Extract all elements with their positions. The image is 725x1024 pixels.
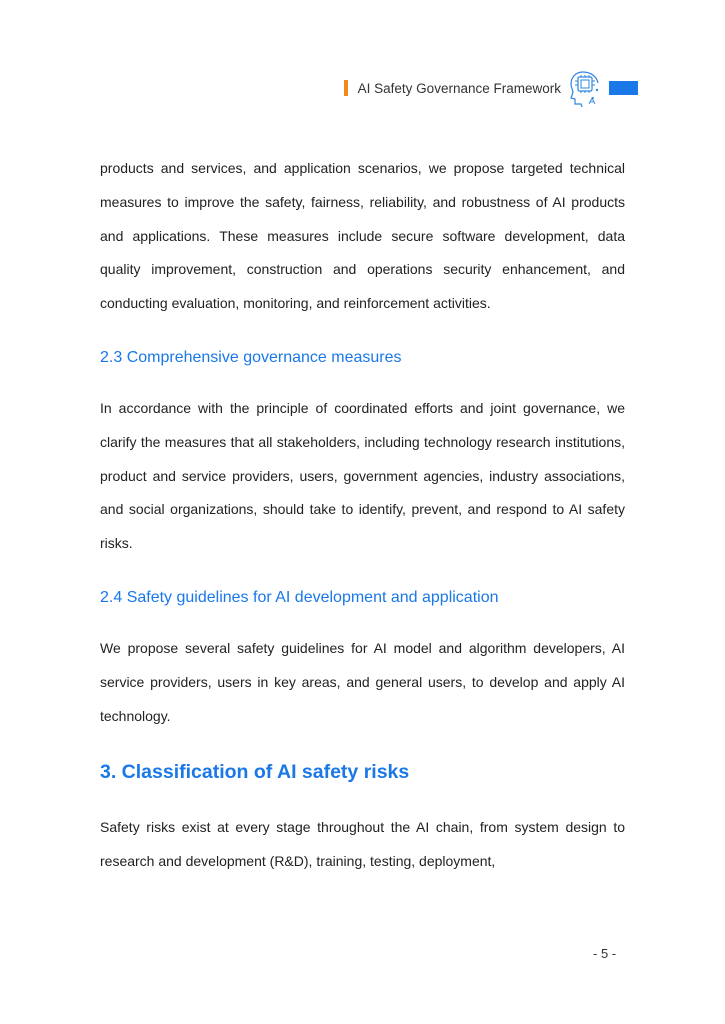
section-2-3-body: In accordance with the principle of coordinated efforts and joint governance, we clarify the measures that all stakeholders, including technology research institutions, product and service providers, users, government agencies, industry associations, and social organizations, should take to identify, prevent, and respond to AI safety risks. [100, 399, 625, 552]
section-3-heading: 3. Classification of AI safety risks [100, 761, 410, 784]
intro-paragraph: products and services, and application scenarios, we propose targeted technical measures to improve the safety, fairness, reliability, and robustness of AI products and applications. These measures include secure software development, data quality improvement, construction and operations security enhancement, and conducting evaluation, monitoring, and reinforcement activities. [100, 160, 625, 312]
header-accent-bar [344, 80, 348, 96]
ai-head-logo-icon [569, 68, 603, 108]
section-2-4-body: We propose several safety guidelines for AI model and algorithm developers, AI service providers, users in key areas, and general users, to develop and apply AI technology. [100, 639, 625, 724]
section-2-4-heading: 2.4 Safety guidelines for AI development and application [100, 588, 499, 606]
section-2-3-heading: 2.3 Comprehensive governance measures [100, 348, 402, 366]
page-number: - 5 - [593, 946, 617, 961]
header-blue-block [609, 81, 638, 95]
page-header [344, 68, 725, 108]
document-body [100, 152, 625, 879]
header-title: AI Safety Governance Framework [357, 80, 561, 96]
section-3-body: Safety risks exist at every stage throughout the AI chain, from system design to research and development (R&D), training, testing, deployment, [100, 819, 625, 870]
